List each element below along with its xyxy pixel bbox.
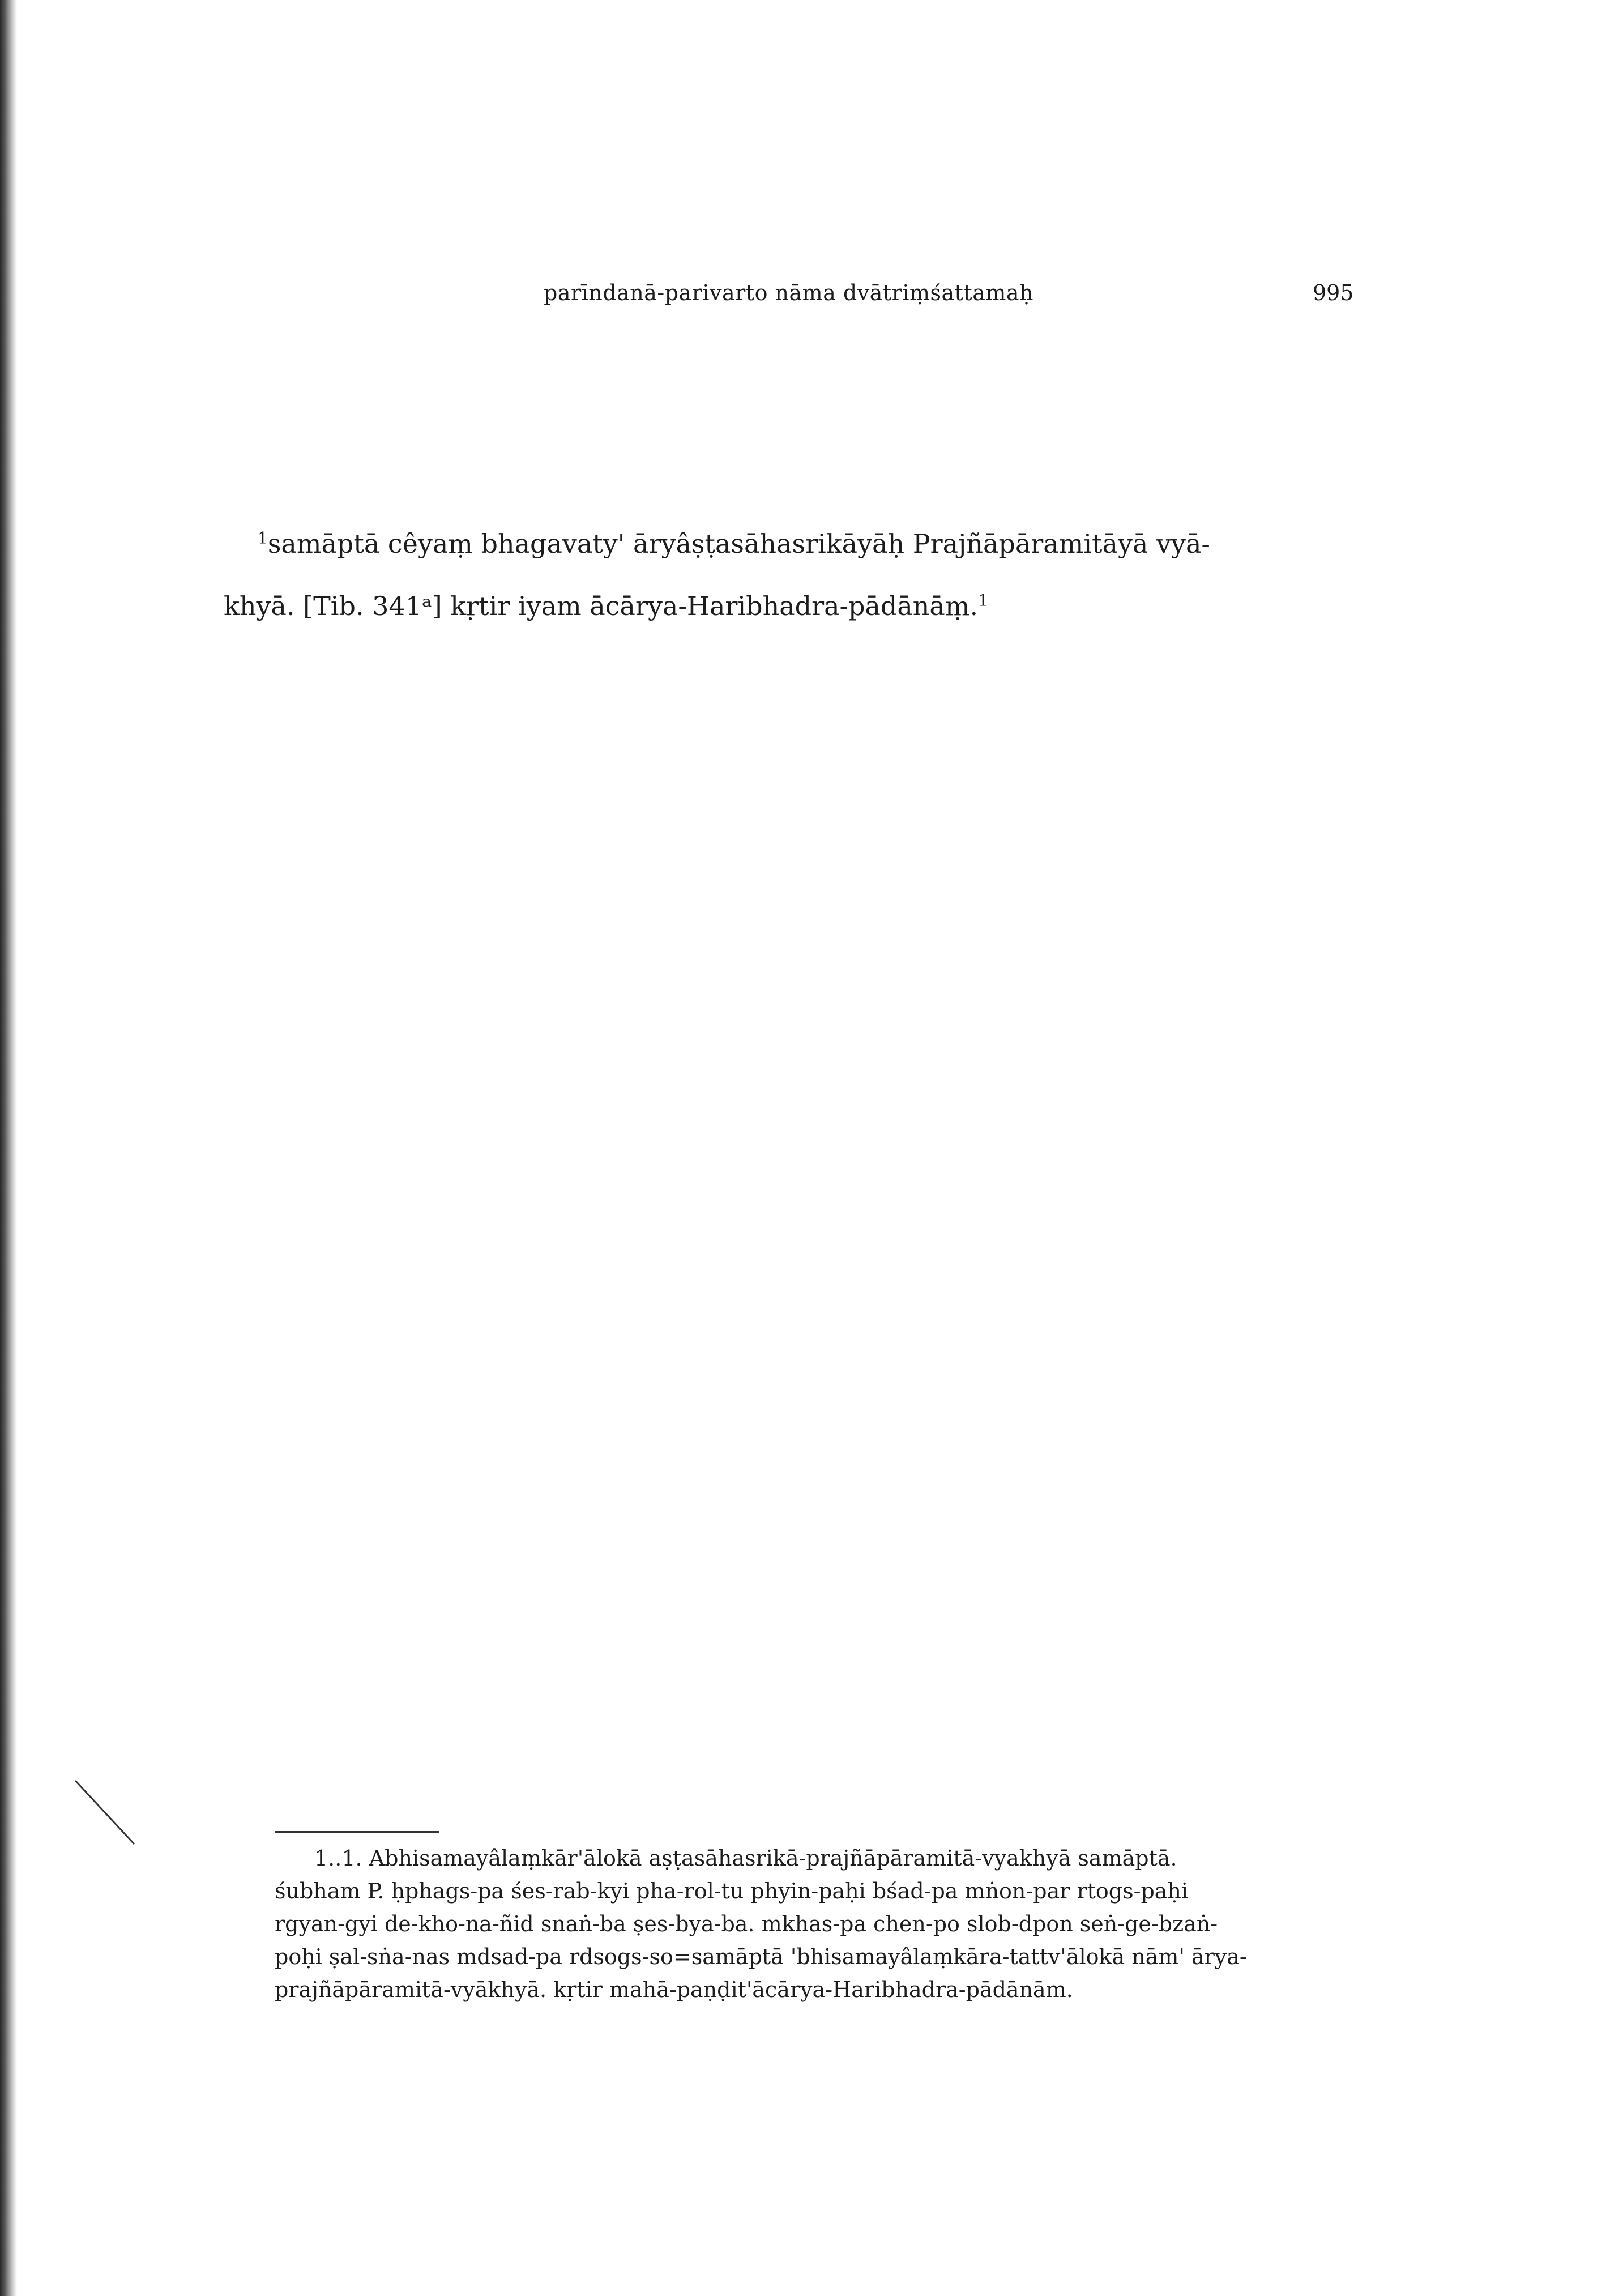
colophon-line-2 — [224, 575, 1345, 637]
footnote-line: prajñāpāramitā-vyākhyā. kṛtir mahā-paṇḍit'ācārya-Haribhadra-pādānām. — [275, 1977, 1073, 2002]
page-number: 995 — [1313, 280, 1354, 305]
scan-binding-edge — [0, 0, 17, 2296]
footnote-line: rgyan-gyi de-kho-na-ñid snaṅ-ba ṣes-bya-ba. mkhas-pa chen-po slob-dpon seṅ-ge-bzaṅ- — [275, 1911, 1218, 1936]
footnote — [275, 1842, 1368, 2006]
footnote-line: 1..1. Abhisamayâlaṃkār'ālokā aṣṭasāhasrikā-prajñāpāramitā-vyakhyā samāptā. — [314, 1846, 1177, 1871]
footnote-marker-start: 1 — [258, 528, 268, 548]
running-title: parīndanā-parivarto nāma dvātriṃśattamaḥ — [544, 280, 1034, 305]
footnote-marker-end: 1 — [978, 591, 988, 610]
colophon-line-1 — [224, 513, 1345, 575]
footnote-divider — [275, 1831, 439, 1833]
stray-pen-stroke — [71, 1778, 139, 1846]
colophon-text — [224, 513, 1345, 637]
colophon-line-2-text: khyā. [Tib. 341ᵃ] kṛtir iyam ācārya-Haribhadra-pādānāṃ. — [224, 591, 979, 621]
footnote-line: śubham P. ḥphags-pa śes-rab-kyi pha-rol-tu phyin-paḥi bśad-pa mṅon-par rtogs-paḥi — [275, 1879, 1189, 1904]
footnote-line: poḥi ṣal-sṅa-nas mdsad-pa rdsogs-so=samāptā 'bhisamayâlaṃkāra-tattv'ālokā nām' ārya- — [275, 1944, 1247, 1969]
colophon-line-1-text: samāptā cêyaṃ bhagavaty' āryâṣṭasāhasrikāyāḥ Prajñāpāramitāyā vyā- — [267, 528, 1210, 559]
